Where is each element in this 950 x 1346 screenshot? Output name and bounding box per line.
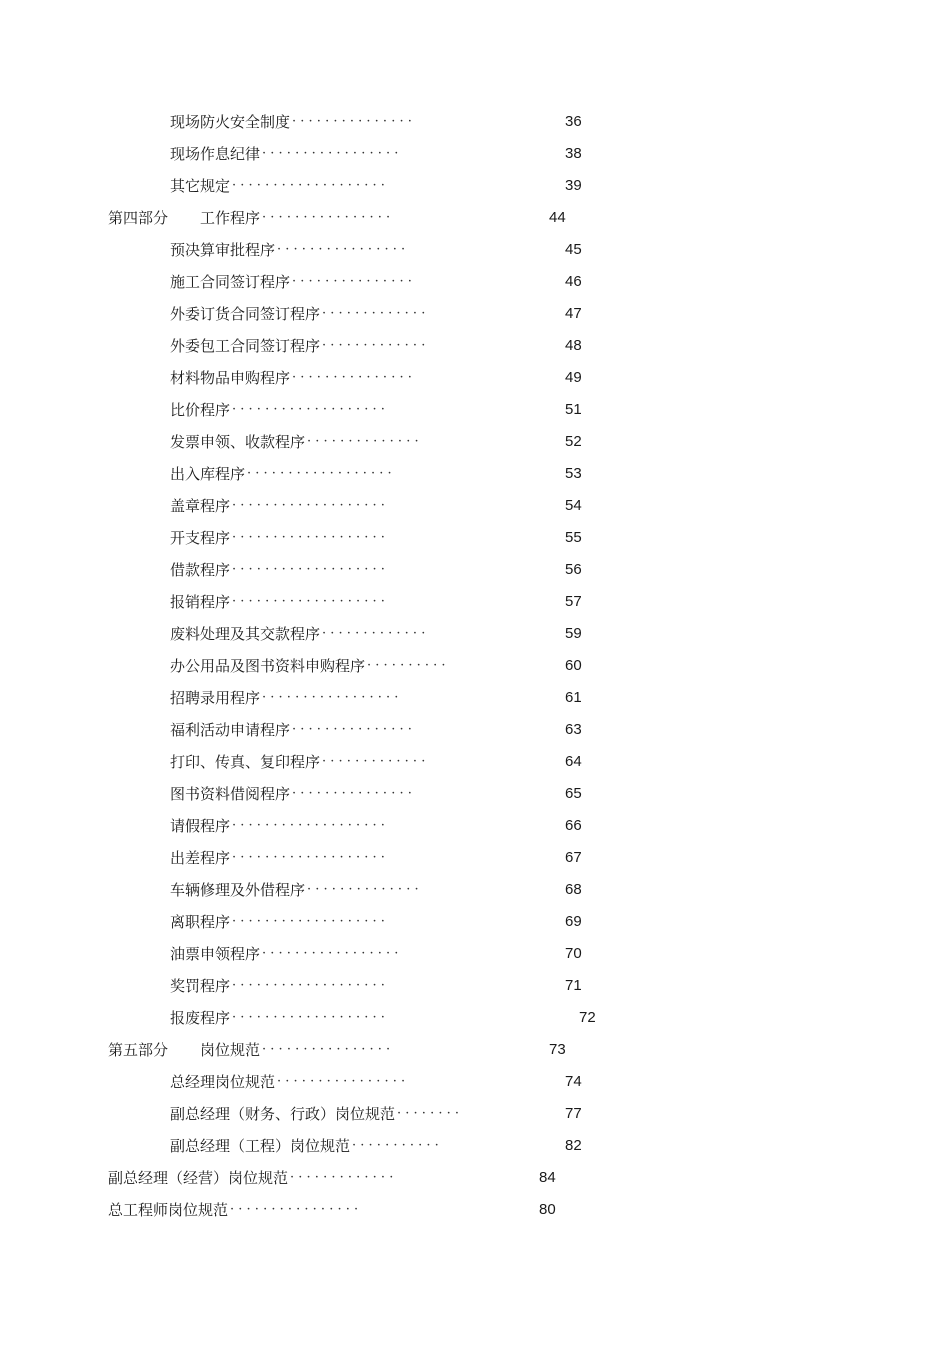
- toc-dot-leader: · · · · · · · · · · · · · · ·: [292, 370, 412, 385]
- toc-dot-leader: · · · · · · · · · · · · · · ·: [292, 114, 412, 129]
- toc-page-number: 74: [565, 1073, 582, 1090]
- toc-dot-leader: · · · · · · · · · · · · · · · · · · ·: [232, 498, 385, 513]
- toc-entry-title: [170, 622, 320, 646]
- toc-entry-title: [170, 878, 305, 902]
- toc-entry: [170, 558, 582, 582]
- toc-page-number: 69: [565, 913, 582, 930]
- toc-title-text: 副总经理（财务、行政）岗位规范: [170, 1105, 396, 1123]
- toc-entry-title: [170, 526, 230, 550]
- toc-page-number: 39: [565, 177, 582, 194]
- toc-title-text: 办公用品及图书资料申购程序: [170, 657, 366, 675]
- toc-entry: [170, 398, 582, 422]
- toc-entry: [170, 462, 582, 486]
- toc-page-number: 80: [539, 1201, 556, 1218]
- toc-entry-title: [170, 846, 230, 870]
- toc-entry: [170, 910, 582, 934]
- toc-entry: [170, 718, 582, 742]
- toc-entry: [170, 270, 582, 294]
- toc-entry-title: [170, 1006, 230, 1030]
- toc-entry: [108, 1038, 566, 1062]
- toc-entry-title: [170, 142, 260, 166]
- toc-page-number: 52: [565, 433, 582, 450]
- toc-page-number: 68: [565, 881, 582, 898]
- toc-entry: [170, 814, 582, 838]
- toc-entry: [170, 654, 582, 678]
- toc-dot-leader: · · · · · · · · · · · · · · · · · · ·: [232, 978, 385, 993]
- toc-dot-leader: · · · · · · · · · · · · · · · · · · ·: [232, 818, 385, 833]
- toc-dot-leader: · · · · · · · · · · · · ·: [322, 306, 426, 321]
- toc-page-number: 61: [565, 689, 582, 706]
- toc-dot-leader: · · · · · · · · · · · · · · · ·: [277, 1074, 406, 1089]
- toc-entry: [170, 366, 582, 390]
- toc-entry-title: [170, 302, 320, 326]
- toc-entry: [170, 174, 582, 198]
- toc-entry-title: [170, 942, 260, 966]
- toc-dot-leader: · · · · · · · · · · · · ·: [290, 1170, 394, 1185]
- toc-title-text: 副总经理（经营）岗位规范: [108, 1169, 289, 1187]
- toc-part-label: 第五部分: [108, 1041, 169, 1059]
- toc-page-number: 47: [565, 305, 582, 322]
- toc-dot-leader: · · · · · · · · · · ·: [352, 1138, 439, 1153]
- toc-entry: [170, 686, 582, 710]
- toc-page-number: 73: [549, 1041, 566, 1058]
- toc-title-text: 车辆修理及外借程序: [170, 881, 306, 899]
- toc-dot-leader: · · · · · · · · · ·: [367, 658, 446, 673]
- toc-title-text: 外委包工合同签订程序: [170, 337, 321, 355]
- toc-entry: [170, 142, 582, 166]
- toc-title-text: 比价程序: [170, 401, 231, 419]
- toc-page-number: 46: [565, 273, 582, 290]
- toc-entry-title: [170, 430, 305, 454]
- toc-title-text: 油票申领程序: [170, 945, 261, 963]
- toc-entry-title: [170, 974, 230, 998]
- toc-title-text: 其它规定: [170, 177, 231, 195]
- toc-title-text: 副总经理（工程）岗位规范: [170, 1137, 351, 1155]
- toc-entry-title: [170, 782, 290, 806]
- toc-page-number: 66: [565, 817, 582, 834]
- toc-title-text: 福利活动申请程序: [170, 721, 291, 739]
- toc-entry-title: [170, 590, 230, 614]
- toc-dot-leader: · · · · · · · · · · · · · ·: [307, 434, 419, 449]
- toc-dot-leader: · · · · · · · · · · · · · · ·: [292, 274, 412, 289]
- toc-entry-title: [170, 270, 290, 294]
- toc-dot-leader: · · · · · · · · · · · · · · · · · · ·: [232, 530, 385, 545]
- toc-page-number: 70: [565, 945, 582, 962]
- toc-dot-leader: · · · · · · · · · · · · · · · · · · ·: [232, 594, 385, 609]
- toc-entry: [170, 302, 582, 326]
- toc-page-number: 55: [565, 529, 582, 546]
- toc-title-text: 报销程序: [170, 593, 231, 611]
- toc-entry: [170, 974, 582, 998]
- toc-page-number: 54: [565, 497, 582, 514]
- toc-entry-title: [108, 1198, 228, 1222]
- toc-dot-leader: · · · · · · · ·: [397, 1106, 460, 1121]
- toc-entry-title: [170, 110, 290, 134]
- toc-dot-leader: · · · · · · · · · · · · ·: [322, 338, 426, 353]
- toc-page-number: 84: [539, 1169, 556, 1186]
- toc-entry-title: [170, 494, 230, 518]
- toc-dot-leader: · · · · · · · · · · · · · · · ·: [262, 210, 391, 225]
- toc-entry-title: [170, 462, 245, 486]
- toc-entry-title: [170, 334, 320, 358]
- toc-entry: [170, 750, 582, 774]
- toc-title-text: 施工合同签订程序: [170, 273, 291, 291]
- toc-title-text: 招聘录用程序: [170, 689, 261, 707]
- toc-entry: [170, 622, 582, 646]
- toc-entry: [170, 430, 582, 454]
- toc-page-number: 36: [565, 113, 582, 130]
- toc-page-number: 71: [565, 977, 582, 994]
- toc-entry: [170, 590, 582, 614]
- toc-entry: [170, 782, 582, 806]
- toc-title-text: 离职程序: [170, 913, 231, 931]
- toc-entry: [170, 238, 582, 262]
- toc-page-number: 64: [565, 753, 582, 770]
- toc-title-text: 预决算审批程序: [170, 241, 276, 259]
- toc-page-number: 44: [549, 209, 566, 226]
- toc-entry: [170, 878, 582, 902]
- toc-page-number: 77: [565, 1105, 582, 1122]
- toc-dot-leader: · · · · · · · · · · · · · · · · · · ·: [232, 402, 385, 417]
- toc-title-text: 废料处理及其交款程序: [170, 625, 321, 643]
- toc-title-text: 出差程序: [170, 849, 231, 867]
- toc-entry-title: [170, 814, 230, 838]
- toc-page-number: 60: [565, 657, 582, 674]
- toc-page-number: 48: [565, 337, 582, 354]
- toc-entry-title: [170, 750, 320, 774]
- toc-entry-title: [170, 910, 230, 934]
- toc-part-label: 第四部分: [108, 209, 169, 227]
- toc-entry-title: [108, 1038, 260, 1062]
- toc-dot-leader: · · · · · · · · · · · · · · · · · ·: [247, 466, 392, 481]
- toc-dot-leader: · · · · · · · · · · · · ·: [322, 626, 426, 641]
- toc-page-number: 45: [565, 241, 582, 258]
- toc-entry: [108, 1166, 556, 1190]
- toc-title-text: 发票申领、收款程序: [170, 433, 306, 451]
- toc-entry-title: [108, 1166, 288, 1190]
- toc-title-text: 开支程序: [170, 529, 231, 547]
- toc-entry-title: [170, 1102, 395, 1126]
- toc-title-text: 总经理岗位规范: [170, 1073, 276, 1091]
- toc-title-text: 岗位规范: [200, 1041, 261, 1059]
- toc-entry-title: [170, 174, 230, 198]
- toc-entry: [170, 1134, 582, 1158]
- toc-title-text: 盖章程序: [170, 497, 231, 515]
- toc-entry-title: [170, 654, 365, 678]
- toc-entry-title: [170, 558, 230, 582]
- toc-title-text: 请假程序: [170, 817, 231, 835]
- toc-dot-leader: · · · · · · · · · · · · · · ·: [292, 722, 412, 737]
- toc-dot-leader: · · · · · · · · · · · · · · · · · · ·: [232, 1010, 385, 1025]
- toc-title-text: 出入库程序: [170, 465, 246, 483]
- toc-entry: [108, 1198, 556, 1222]
- toc-title-text: 现场防火安全制度: [170, 113, 291, 131]
- toc-title-text: 外委订货合同签订程序: [170, 305, 321, 323]
- toc-title-text: 总工程师岗位规范: [108, 1201, 229, 1219]
- toc-entry: [170, 1070, 582, 1094]
- toc-page-number: 57: [565, 593, 582, 610]
- toc-page-number: 56: [565, 561, 582, 578]
- toc-entry: [170, 942, 582, 966]
- toc-title-text: 报废程序: [170, 1009, 231, 1027]
- toc-page-number: 67: [565, 849, 582, 866]
- toc-page-number: 65: [565, 785, 582, 802]
- toc-page-number: 59: [565, 625, 582, 642]
- toc-title-text: 工作程序: [200, 209, 261, 227]
- toc-dot-leader: · · · · · · · · · · · · · · · · · · ·: [232, 178, 385, 193]
- toc-page-number: 82: [565, 1137, 582, 1154]
- toc-page-number: 38: [565, 145, 582, 162]
- toc-entry: [170, 1006, 596, 1030]
- toc-entry-title: [108, 206, 260, 230]
- toc-dot-leader: · · · · · · · · · · · · · · · · ·: [262, 146, 399, 161]
- toc-title-text: 材料物品申购程序: [170, 369, 291, 387]
- toc-entry: [170, 846, 582, 870]
- toc-title-text: 打印、传真、复印程序: [170, 753, 321, 771]
- toc-page-number: 53: [565, 465, 582, 482]
- toc-dot-leader: · · · · · · · · · · · · · ·: [307, 882, 419, 897]
- toc-dot-leader: · · · · · · · · · · · · · · · · ·: [262, 946, 399, 961]
- toc-entry: [170, 494, 582, 518]
- toc-entry: [170, 334, 582, 358]
- toc-entry-title: [170, 718, 290, 742]
- toc-dot-leader: · · · · · · · · · · · · · · · · · · ·: [232, 914, 385, 929]
- toc-entry: [170, 526, 582, 550]
- toc-page-number: 51: [565, 401, 582, 418]
- toc-dot-leader: · · · · · · · · · · · · · · · · · · ·: [232, 850, 385, 865]
- toc-dot-leader: · · · · · · · · · · · · · · · · ·: [262, 690, 399, 705]
- toc-dot-leader: · · · · · · · · · · · · ·: [322, 754, 426, 769]
- toc-entry-title: [170, 686, 260, 710]
- toc-entry-title: [170, 366, 290, 390]
- toc-entry-title: [170, 1070, 275, 1094]
- toc-dot-leader: · · · · · · · · · · · · · · · ·: [277, 242, 406, 257]
- toc-dot-leader: · · · · · · · · · · · · · · · ·: [262, 1042, 391, 1057]
- toc-page-number: 63: [565, 721, 582, 738]
- toc-entry-title: [170, 1134, 350, 1158]
- toc-dot-leader: · · · · · · · · · · · · · · ·: [292, 786, 412, 801]
- toc-title-text: 借款程序: [170, 561, 231, 579]
- toc-dot-leader: · · · · · · · · · · · · · · · ·: [230, 1202, 359, 1217]
- toc-entry: [108, 206, 566, 230]
- toc-page-number: 72: [579, 1009, 596, 1026]
- toc-entry-title: [170, 238, 275, 262]
- toc-title-text: 现场作息纪律: [170, 145, 261, 163]
- toc-entry: [170, 110, 582, 134]
- toc-title-text: 奖罚程序: [170, 977, 231, 995]
- toc-entry: [170, 1102, 582, 1126]
- toc-dot-leader: · · · · · · · · · · · · · · · · · · ·: [232, 562, 385, 577]
- toc-title-text: 图书资料借阅程序: [170, 785, 291, 803]
- toc-page-number: 49: [565, 369, 582, 386]
- toc-entry-title: [170, 398, 230, 422]
